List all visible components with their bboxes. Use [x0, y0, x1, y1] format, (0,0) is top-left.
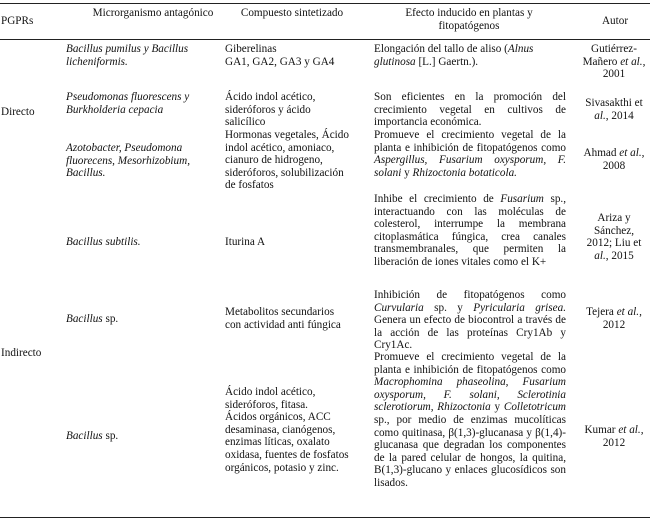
bottom-rule [0, 517, 650, 518]
row4-microorganismo: Bacillus subtilis. [66, 236, 141, 248]
row4-efecto: Inhibe el crecimiento de Fusarium sp., interactuando con las moléculas de colesterol, interrumpe la membrana citoplasmática fúngica, crea canales transmembranales, que permiten la liberación de iones vitales como el K+ [374, 193, 567, 268]
row1-autor: Gutiérrez- Mañero et al., 2001 [582, 43, 646, 81]
row5-compuesto: Metabolitos secundarios con actividad anti fúngica [225, 306, 341, 331]
category-indirecto: Indirecto [1, 347, 42, 359]
row6-compuesto: Ácido indol acético, sideróforos, fitasa. Ácidos orgánicos, ACC desaminasa, cianógenos, enzimas líticas, oxalato oxidasa, fuentes de fosfatos orgánicos, potasio y zinc. [225, 386, 349, 474]
row5-autor: Tejera et al., 2012 [586, 306, 642, 331]
header-autor: Autor [601, 15, 629, 27]
header-microorganismo: Microrganismo antagónico [92, 7, 214, 19]
row3-autor: Ahmad et al., 2008 [583, 147, 645, 172]
row1-microorganismo: Bacillus pumilus y Bacillus licheniformis. [66, 43, 189, 68]
row5-microorganismo: Bacillus sp. [66, 313, 119, 325]
row6-microorganismo: Bacillus sp. [66, 430, 119, 442]
row2-efecto: Son eficientes en la promoción del crecimiento vegetal en cultivos de importancia económica. [374, 91, 566, 129]
header-efecto: Efecto inducido en plantas y fitopatógenos [405, 7, 533, 32]
row4-compuesto: Iturina A [225, 236, 266, 248]
row2-autor: Sivasakthi et al., 2014 [585, 97, 643, 122]
row4-autor: Ariza y Sánchez, 2012; Liu et al., 2015 [586, 212, 642, 262]
row2-microorganismo: Pseudomonas fluorescens y Burkholderia cepacia [66, 91, 190, 116]
row1-efecto: Elongación del tallo de aliso (Alnus glutinosa [L.] Gaertn.). [374, 43, 534, 68]
top-rule [0, 3, 650, 4]
row2-compuesto: Ácido indol acético, sideróforos y ácido salicílico [225, 91, 316, 129]
row3-microorganismo: Azotobacter, Pseudomona fluorecens, Mesorhizobium, Bacillus. [66, 142, 190, 180]
header-rule [0, 39, 650, 40]
row3-efecto: Promueve el crecimiento vegetal de la planta e inhibición de fitopatógenos como Aspergillus, Fusarium oxysporum, F. solani y Rhizoctonia botaticola. [374, 129, 566, 179]
header-compuesto: Compuesto sintetizado [240, 7, 344, 19]
row6-autor: Kumar et al., 2012 [584, 424, 644, 449]
row6-efecto: Promueve el crecimiento vegetal de la planta e inhibición de fitopatógenos como Macrophomina phaseolina, Fusarium oxysporum, F. solani, Sclerotinia sclerotiorum, Rhizoctonia y Colletotricum sp., por medio de enzimas mucolíticas como quitinasa, β(1,3)-glucanasa y β(1,4)-glucanasa que degradan los componentes de la pared celular de hongos, la quitina, B(1,3)-glucano y enlaces glucosídicos son lisados. [374, 351, 567, 489]
header-pgprs: PGPRs [1, 15, 34, 27]
row3-compuesto: Hormonas vegetales, Ácido indol acético, amoniaco, cianuro de hidrogeno, sideróforos, solubilización de fosfatos [225, 129, 349, 192]
category-directo: Directo [1, 106, 35, 118]
row5-efecto: Inhibición de fitopatógenos como Curvularia sp. y Pyricularia grisea. Genera un efecto de biocontrol a través de la acción de las proteínas Cry1Ab y Cry1Ac. [374, 289, 566, 352]
row1-compuesto: Giberelinas GA1, GA2, GA3 y GA4 [225, 43, 335, 68]
